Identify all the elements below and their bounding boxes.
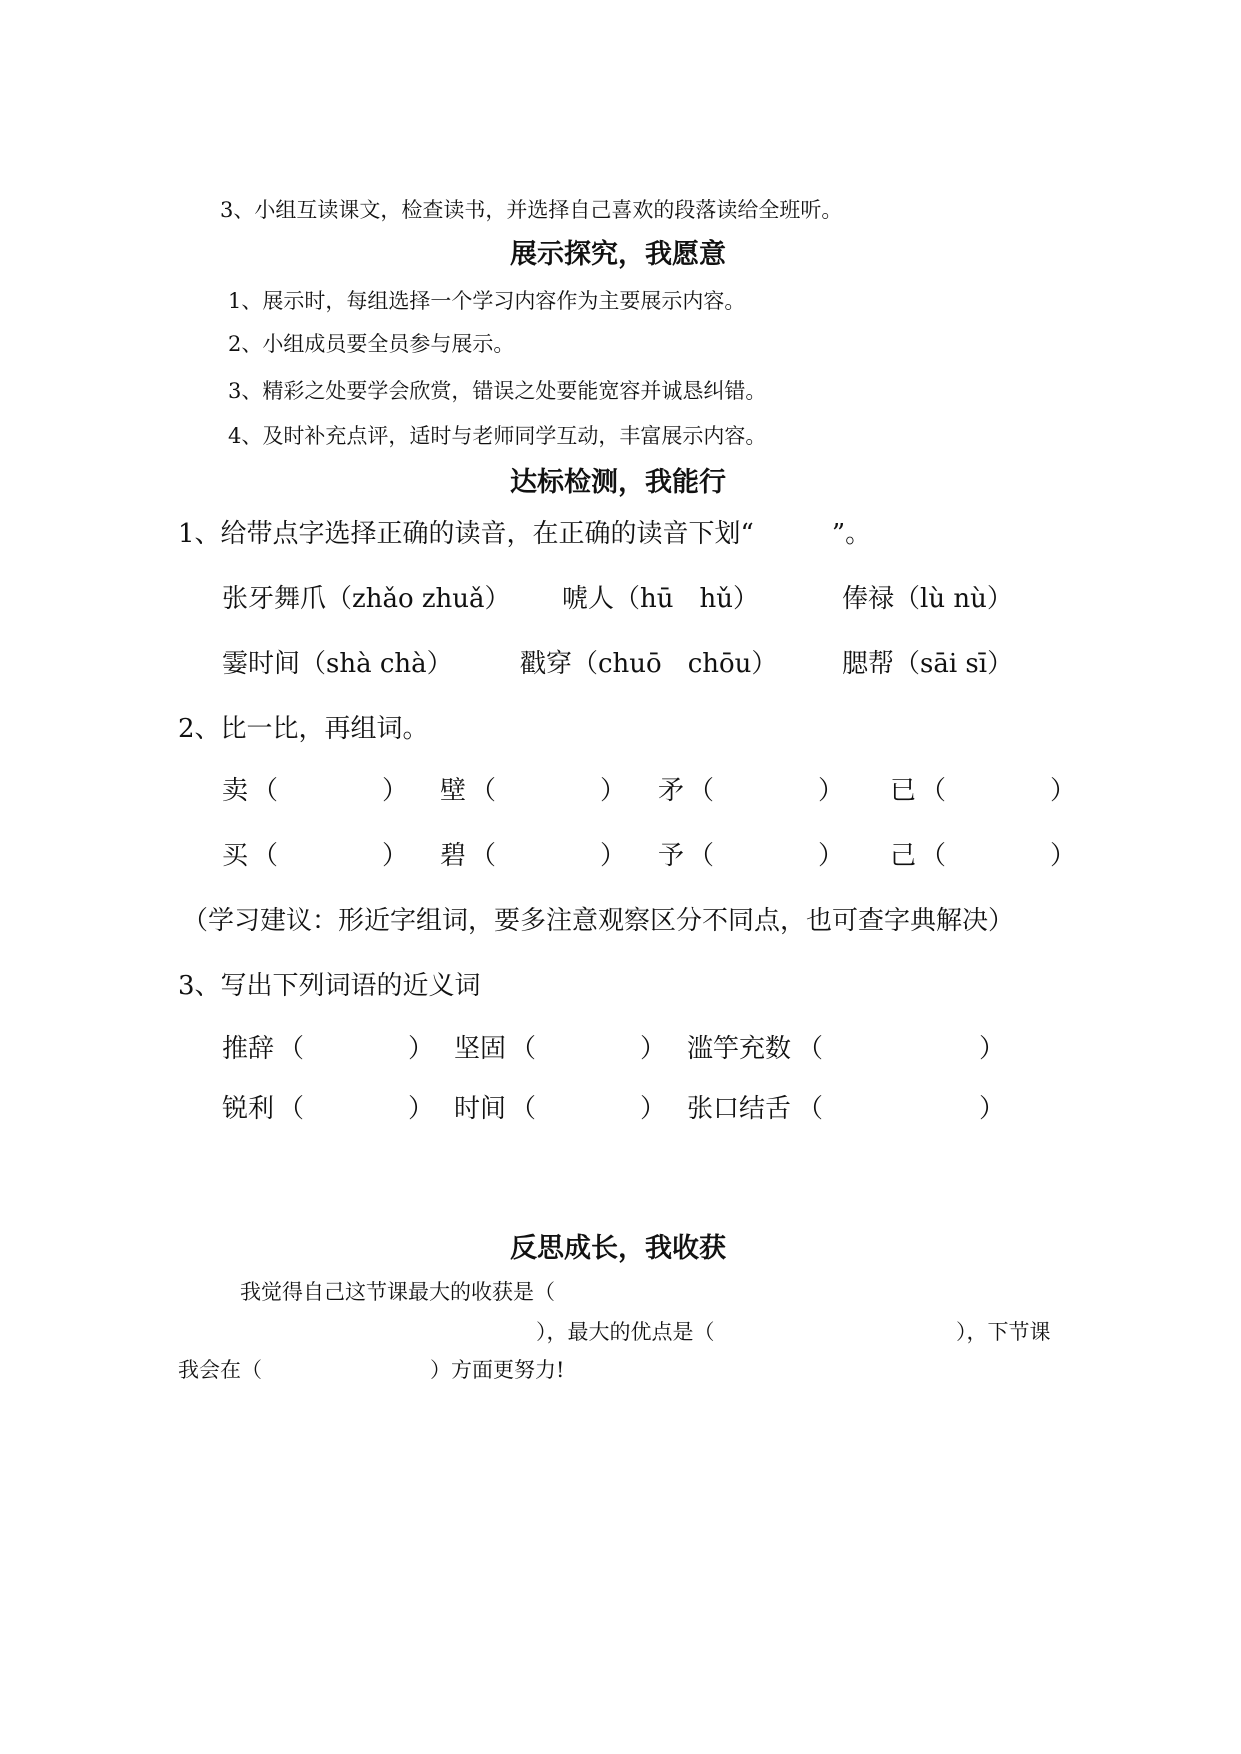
section1-heading: 展示探究，我愿意 — [510, 239, 726, 270]
q2-blank: （ ） — [470, 776, 627, 806]
section3-heading: 反思成长，我收获 — [510, 1233, 726, 1264]
reflection-line-1: 我觉得自己这节课最大的收获是（ — [240, 1280, 555, 1304]
q3-blank: （ ） — [278, 1034, 435, 1064]
q2-char: 壁 — [440, 776, 467, 806]
q3-word: 张口结舌 — [687, 1094, 792, 1124]
q2-char: 矛 — [658, 776, 685, 806]
q3-blank: （ ） — [510, 1034, 667, 1064]
q3-word: 锐利 — [222, 1094, 275, 1124]
q1-prompt: 1、给带点字选择正确的读音，在正确的读音下划“ ”。 — [178, 519, 872, 549]
q2-blank: （ ） — [688, 841, 845, 871]
q3-prompt: 3、写出下列词语的近义词 — [178, 971, 481, 1001]
section1-item-4: 4、及时补充点评，适时与老师同学互动，丰富展示内容。 — [228, 424, 767, 448]
q2-blank: （ ） — [688, 776, 845, 806]
q2-prompt: 2、比一比，再组词。 — [178, 714, 429, 744]
q1-option: 戳穿（chuō chōu） — [520, 649, 778, 679]
q2-char: 己 — [890, 841, 917, 871]
q1-option: 霎时间（shà chà） — [222, 649, 453, 679]
q2-study-tip: （学习建议：形近字组词，要多注意观察区分不同点，也可查字典解决） — [182, 906, 1015, 936]
section1-item-2: 2、小组成员要全员参与展示。 — [228, 332, 515, 356]
section2-heading: 达标检测，我能行 — [510, 467, 726, 498]
reflection-line-2a: ），最大的优点是（ — [536, 1320, 715, 1344]
q3-row-1 — [222, 1028, 1122, 1064]
q1-option: 腮帮（sāi sī） — [842, 649, 1014, 679]
q2-char: 予 — [658, 841, 685, 871]
reflection-line-3: 我会在（ ）方面更努力! — [178, 1358, 565, 1382]
q1-row-2 — [222, 643, 1122, 679]
q1-option: 俸禄（lù nù） — [842, 584, 1013, 614]
q2-char: 碧 — [440, 841, 467, 871]
section1-item-3: 3、精彩之处要学会欣赏，错误之处要能宽容并诚恳纠错。 — [228, 379, 767, 403]
q1-option: 张牙舞爪（zhǎo zhuǎ） — [222, 584, 511, 614]
q3-blank: （ ） — [278, 1094, 435, 1124]
q2-char: 卖 — [222, 776, 249, 806]
q3-blank: （ ） — [797, 1094, 1006, 1124]
reflection-line-2b: ），下节课 — [956, 1320, 1051, 1344]
q2-blank: （ ） — [252, 776, 409, 806]
q2-char: 买 — [222, 841, 249, 871]
q2-row-2 — [222, 835, 1122, 871]
q3-blank: （ ） — [510, 1094, 667, 1124]
q1-row-1 — [222, 578, 1122, 614]
q3-word: 推辞 — [222, 1034, 275, 1064]
section1-item-1: 1、展示时，每组选择一个学习内容作为主要展示内容。 — [228, 289, 746, 313]
q1-option: 唬人（hū hǔ） — [562, 584, 759, 614]
q2-row-1 — [222, 770, 1122, 806]
q3-word: 滥竽充数 — [687, 1034, 792, 1064]
q2-blank: （ ） — [920, 776, 1077, 806]
q3-row-2 — [222, 1088, 1122, 1124]
q2-blank: （ ） — [252, 841, 409, 871]
q2-blank: （ ） — [920, 841, 1077, 871]
q3-blank: （ ） — [797, 1034, 1006, 1064]
q3-word: 坚固 — [454, 1034, 507, 1064]
q3-word: 时间 — [454, 1094, 507, 1124]
q2-blank: （ ） — [470, 841, 627, 871]
q2-char: 已 — [890, 776, 917, 806]
intro-line: 3、小组互读课文，检查读书，并选择自己喜欢的段落读给全班听。 — [220, 198, 843, 222]
